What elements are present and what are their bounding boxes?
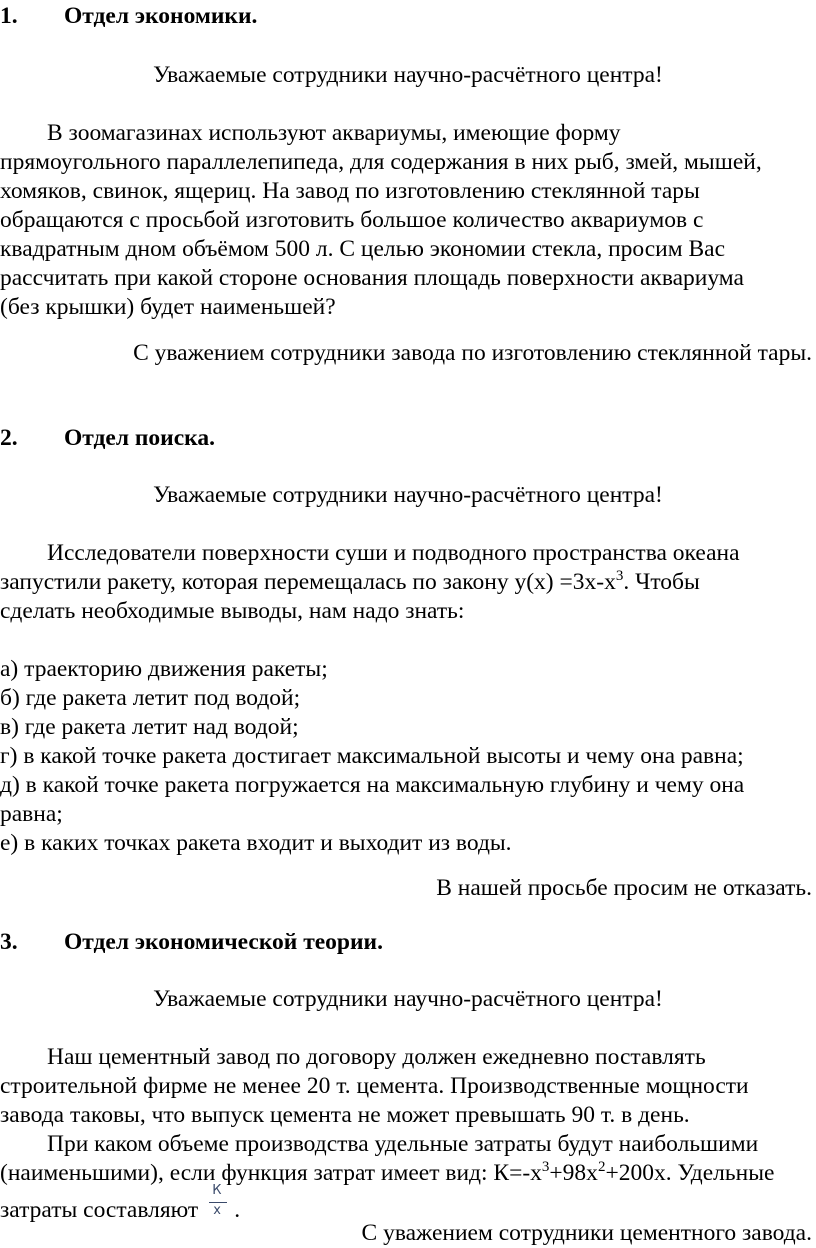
section-number: 2. (0, 425, 18, 451)
paragraph-line-with-formula (0, 1159, 774, 1188)
paragraph-line: прямоугольного параллелепипеда, для содержания в них рыб, змей, мышей, (0, 149, 762, 175)
section-3-greeting: Уважаемые сотрудники научно-расчётного центра! (153, 986, 663, 1012)
paragraph-line-with-fraction (0, 1183, 241, 1225)
section-2-closing: В нашей просьбе просим не отказать. (436, 875, 812, 901)
text: . (234, 1197, 241, 1223)
section-2-greeting: Уважаемые сотрудники научно-расчётного центра! (153, 482, 663, 508)
section-3-closing: С уважением сотрудники цементного завода. (361, 1220, 812, 1246)
list-item: е) в каких точках ракета входит и выходит из воды. (0, 830, 512, 856)
paragraph-line: Наш цементный завод по договору должен ежедневно поставлять (47, 1044, 706, 1070)
fraction-denominator: x (213, 1203, 221, 1218)
formula-text: (наименьшими), если функция затрат имеет вид: К=-x (0, 1160, 542, 1186)
list-item: в) где ракета летит над водой; (0, 714, 299, 740)
text: затраты составляют (0, 1197, 199, 1223)
text: +200x. Удельные (605, 1160, 775, 1186)
section-title: Отдел экономической теории. (64, 929, 383, 955)
exponent: 3 (541, 1159, 550, 1175)
list-item: а) траекторию движения ракеты; (0, 656, 328, 682)
exponent: 3 (615, 568, 624, 584)
fraction-numerator: К (212, 1183, 222, 1198)
paragraph-line: строительной фирме не менее 20 т. цемента. Производственные мощности (0, 1073, 749, 1099)
paragraph-line: завода таковы, что выпуск цемента не может превышать 90 т. в день. (0, 1102, 690, 1128)
section-number: 3. (0, 929, 18, 955)
section-title: Отдел поиска. (64, 425, 215, 451)
paragraph-line: хомяков, свинок, ящериц. На завод по изготовлению стеклянной тары (0, 178, 700, 204)
paragraph-line: При каком объеме производства удельные затраты будут наибольшими (47, 1131, 759, 1157)
list-item: г) в какой точке ракета достигает максимальной высоты и чему она равна; (0, 743, 744, 769)
paragraph-line: рассчитать при какой стороне основания площадь поверхности аквариума (0, 265, 744, 291)
paragraph-line: Исследователи поверхности суши и подводного пространства океана (47, 540, 740, 566)
paragraph-line: квадратным дном объёмом 500 л. С целью экономии стекла, просим Вас (0, 236, 726, 262)
section-number: 1. (0, 3, 18, 29)
paragraph-line: (без крышки) будет наименьшей? (0, 294, 336, 320)
section-1-greeting: Уважаемые сотрудники научно-расчётного центра! (153, 62, 663, 88)
paragraph-line: В зоомагазинах используют аквариумы, имеющие форму (47, 120, 621, 146)
paragraph-line: обращаются с просьбой изготовить большое количество аквариумов с (0, 207, 704, 233)
exponent: 2 (597, 1159, 606, 1175)
section-title: Отдел экономики. (64, 3, 258, 29)
paragraph-line: сделать необходимые выводы, нам надо знать: (0, 598, 465, 624)
list-item: д) в какой точке ракета погружается на максимальную глубину и чему она (0, 772, 745, 798)
formula-text: запустили ракету, которая перемещалась по закону y(x) =3x-x (0, 569, 616, 595)
formula-text: +98x (549, 1160, 598, 1186)
fraction-image (206, 1183, 232, 1223)
list-item-continuation: равна; (0, 801, 63, 827)
list-item: б) где ракета летит под водой; (0, 685, 301, 711)
text: . Чтобы (623, 569, 700, 595)
paragraph-line-with-formula (0, 568, 700, 597)
section-1-closing: С уважением сотрудники завода по изготовлению стеклянной тары. (133, 340, 812, 366)
